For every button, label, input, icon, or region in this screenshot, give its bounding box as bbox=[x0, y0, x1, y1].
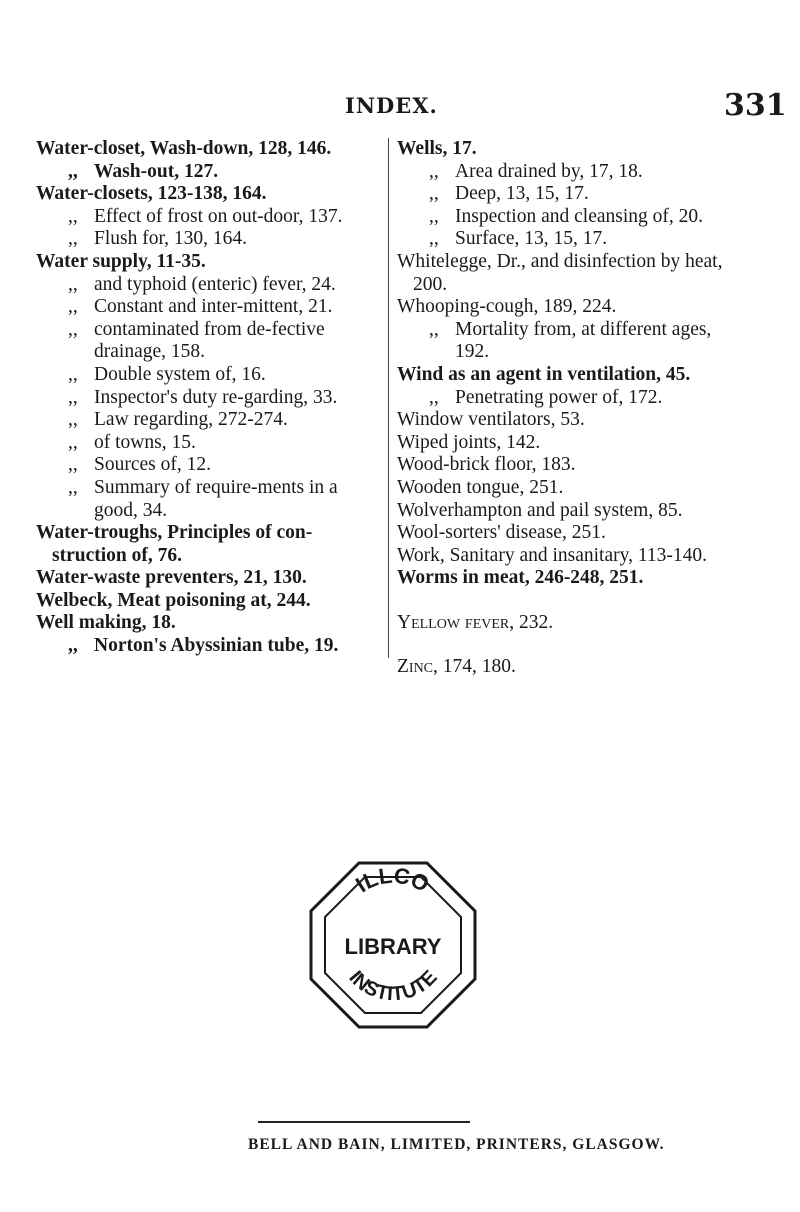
ditto-mark: ,, bbox=[68, 386, 78, 408]
index-subentry bbox=[36, 274, 383, 297]
index-entry bbox=[397, 500, 737, 523]
entry-text: Effect of frost on out-door, 137. bbox=[94, 205, 343, 227]
index-subentry bbox=[36, 477, 383, 522]
entry-text: Inspection and cleansing of, 20. bbox=[455, 205, 704, 227]
ditto-mark: ,, bbox=[68, 635, 78, 657]
entry-text: Double system of, 16. bbox=[94, 363, 266, 385]
index-entry bbox=[397, 432, 737, 455]
ditto-mark: ,, bbox=[68, 431, 78, 453]
ditto-mark: ,, bbox=[68, 273, 78, 295]
index-entry bbox=[36, 522, 383, 567]
entry-text: Wood-brick floor, 183. bbox=[397, 454, 576, 476]
library-stamp-icon bbox=[303, 855, 483, 1035]
ditto-mark: ,, bbox=[68, 160, 78, 182]
entry-text: Deep, 13, 15, 17. bbox=[455, 183, 589, 205]
ditto-mark: ,, bbox=[429, 205, 439, 227]
index-entry bbox=[397, 138, 737, 161]
entry-text: Wooden tongue, 251. bbox=[397, 476, 564, 498]
index-entry bbox=[397, 477, 737, 500]
ditto-mark: ,, bbox=[68, 363, 78, 385]
ditto-mark: ,, bbox=[68, 296, 78, 318]
entry-text: Summary of require-ments in a good, 34. bbox=[94, 476, 338, 521]
index-subentry bbox=[36, 319, 383, 364]
entry-text: Water-closets, 123-138, 164. bbox=[36, 183, 267, 205]
index-subentry bbox=[397, 183, 737, 206]
index-subentry bbox=[36, 454, 383, 477]
index-subentry bbox=[36, 161, 383, 184]
entry-text: Wash-out, 127. bbox=[94, 160, 219, 182]
index-subentry bbox=[36, 635, 383, 658]
entry-text: Zinc, 174, 180. bbox=[397, 656, 516, 678]
index-entry bbox=[397, 364, 737, 387]
ditto-mark: ,, bbox=[429, 386, 439, 408]
index-entry bbox=[36, 138, 383, 161]
index-subentry bbox=[36, 387, 383, 410]
stamp-top-text: ILLCO bbox=[351, 862, 434, 898]
entry-text: Norton's Abyssinian tube, 19. bbox=[94, 635, 339, 657]
index-subentry bbox=[36, 364, 383, 387]
entry-text: contaminated from de-fective drainage, 158. bbox=[94, 318, 325, 363]
entry-text: Constant and inter-mittent, 21. bbox=[94, 296, 333, 318]
index-entry bbox=[397, 545, 737, 568]
entry-text: of towns, 15. bbox=[94, 431, 196, 453]
entry-text: Water-waste preventers, 21, 130. bbox=[36, 567, 307, 589]
index-subentry bbox=[397, 161, 737, 184]
entry-text: Water-closet, Wash-down, 128, 146. bbox=[36, 138, 332, 159]
entry-text: Whitelegge, Dr., and disinfection by heat, 200. bbox=[397, 250, 723, 295]
index-subentry bbox=[397, 387, 737, 410]
page-number: 331 bbox=[724, 88, 787, 123]
entry-spacer bbox=[397, 590, 737, 612]
index-subentry bbox=[36, 206, 383, 229]
index-subentry bbox=[36, 432, 383, 455]
index-column-right bbox=[397, 138, 737, 679]
entry-text: Window ventilators, 53. bbox=[397, 409, 585, 431]
entry-text: Wiped joints, 142. bbox=[397, 431, 541, 453]
entry-text: Work, Sanitary and insanitary, 113-140. bbox=[397, 544, 708, 566]
index-entry bbox=[397, 454, 737, 477]
entry-text: Water-troughs, Principles of con-struction of, 76. bbox=[36, 522, 313, 566]
entry-text: Wolverhampton and pail system, 85. bbox=[397, 499, 683, 521]
entry-text: and typhoid (enteric) fever, 24. bbox=[94, 273, 336, 295]
entry-text: Yellow fever, 232. bbox=[397, 611, 554, 633]
entry-text: Wells, 17. bbox=[397, 138, 477, 159]
index-entry bbox=[36, 183, 383, 206]
index-entry bbox=[36, 590, 383, 613]
page-title: INDEX. bbox=[345, 93, 438, 118]
index-entry bbox=[397, 656, 737, 679]
entry-text: Well making, 18. bbox=[36, 612, 176, 634]
entry-text: Water supply, 11-35. bbox=[36, 250, 206, 272]
ditto-mark: ,, bbox=[68, 205, 78, 227]
ditto-mark: ,, bbox=[429, 318, 439, 340]
entry-spacer bbox=[397, 634, 737, 656]
ditto-mark: ,, bbox=[68, 476, 78, 498]
index-entry bbox=[397, 567, 737, 590]
entry-text: Mortality from, at different ages, 192. bbox=[455, 318, 712, 363]
index-subentry bbox=[36, 296, 383, 319]
index-entry bbox=[397, 296, 737, 319]
index-entry bbox=[397, 612, 737, 635]
entry-text: Sources of, 12. bbox=[94, 454, 211, 476]
entry-text: Flush for, 130, 164. bbox=[94, 228, 248, 250]
entry-text: Wind as an agent in ventilation, 45. bbox=[397, 363, 691, 385]
entry-text: Law regarding, 272-274. bbox=[94, 409, 288, 431]
index-entry bbox=[36, 612, 383, 635]
column-divider bbox=[388, 138, 389, 658]
index-subentry bbox=[397, 319, 737, 364]
entry-text: Area drained by, 17, 18. bbox=[455, 160, 643, 182]
stamp-bottom-text: INSTITUTE bbox=[344, 966, 442, 1006]
index-subentry bbox=[36, 409, 383, 432]
entry-text: Whooping-cough, 189, 224. bbox=[397, 296, 617, 318]
entry-text: Surface, 13, 15, 17. bbox=[455, 228, 608, 250]
index-entry bbox=[397, 251, 737, 296]
footer-rule bbox=[258, 1121, 470, 1123]
ditto-mark: ,, bbox=[68, 454, 78, 476]
index-subentry bbox=[397, 206, 737, 229]
entry-text: Wool-sorters' disease, 251. bbox=[397, 522, 606, 544]
ditto-mark: ,, bbox=[429, 228, 439, 250]
entry-text: Inspector's duty re-garding, 33. bbox=[94, 386, 338, 408]
entry-text: Penetrating power of, 172. bbox=[455, 386, 663, 408]
index-entry bbox=[397, 409, 737, 432]
ditto-mark: ,, bbox=[429, 160, 439, 182]
ditto-mark: ,, bbox=[68, 318, 78, 340]
ditto-mark: ,, bbox=[68, 228, 78, 250]
printer-imprint: BELL AND BAIN, LIMITED, PRINTERS, GLASGOW. bbox=[248, 1136, 665, 1153]
ditto-mark: ,, bbox=[429, 183, 439, 205]
entry-text: Worms in meat, 246-248, 251. bbox=[397, 567, 644, 589]
stamp-center-text: LIBRARY bbox=[344, 934, 442, 959]
index-entry bbox=[36, 567, 383, 590]
library-stamp bbox=[303, 855, 483, 1035]
index-entry bbox=[36, 251, 383, 274]
index-column-left bbox=[36, 138, 383, 658]
ditto-mark: ,, bbox=[68, 409, 78, 431]
entry-text: Welbeck, Meat poisoning at, 244. bbox=[36, 589, 311, 611]
index-subentry bbox=[397, 228, 737, 251]
index-entry bbox=[397, 522, 737, 545]
index-subentry bbox=[36, 228, 383, 251]
